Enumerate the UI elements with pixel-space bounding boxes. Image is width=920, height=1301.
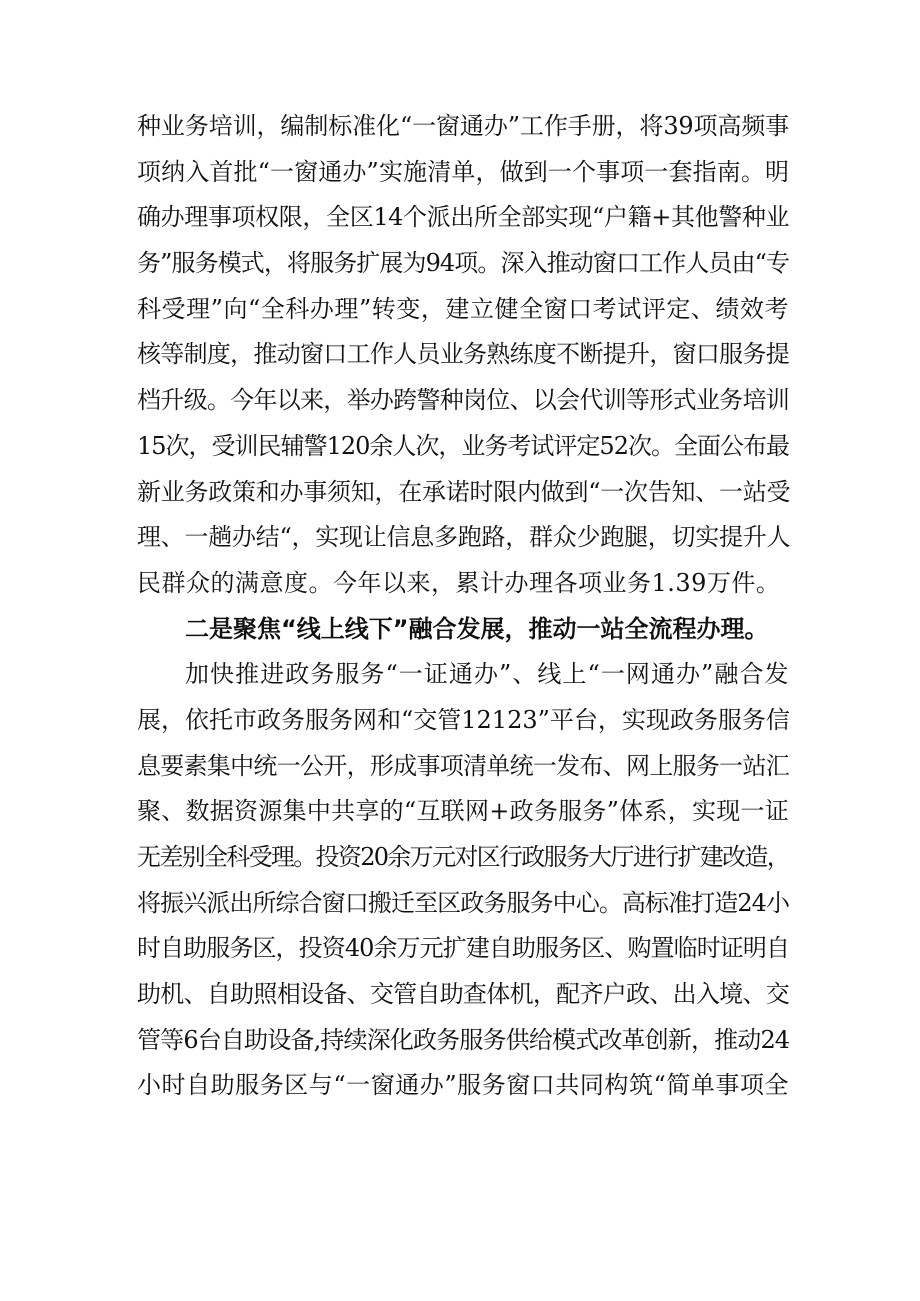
paragraph-1 [137,104,789,607]
paragraph-line: 将振兴派出所综合窗口搬迁至区政务服务中心。高标准打造24小 [137,888,789,917]
paragraph-line: 务”服务模式，将服务扩展为94项。深入推动窗口工作人员由“专 [137,249,789,278]
paragraph-line: 新业务政策和办事须知，在承诺时限内做到“一次告知、一站受 [137,477,791,506]
paragraph-line: 科受理”向“全科办理”转变，建立健全窗口考试评定、绩效考 [137,294,789,323]
paragraph-line: 项纳入首批“一窗通办”实施清单，做到一个事项一套指南。明 [137,157,789,186]
paragraph-2 [137,652,789,1109]
paragraph-line: 管等6台自助设备,持续深化政务服务供给模式改革创新，推动24 [137,1025,789,1054]
paragraph-line: 助机、自助照相设备、交管自助查体机，配齐户政、出入境、交 [137,980,789,1009]
paragraph-line: 时自助服务区，投资40余万元扩建自助服务区、购置临时证明自 [137,934,789,963]
paragraph-line: 加快推进政务服务“一证通办”、线上“一网通办”融合发 [185,660,789,689]
document-body [137,104,789,1109]
paragraph-line: 聚、数据资源集中共享的“互联网+政务服务”体系，实现一证 [137,797,789,826]
paragraph-line: 民群众的满意度。今年以来，累计办理各项业务1.39万件。 [137,568,781,597]
paragraph-line: 息要素集中统一公开，形成事项清单统一发布、网上服务一站汇 [137,751,789,780]
paragraph-line: 核等制度，推动窗口工作人员业务熟练度不断提升，窗口服务提 [137,340,789,369]
paragraph-line: 无差别全科受理。投资20余万元对区行政服务大厅进行扩建改造， [137,843,789,871]
paragraph-line: 种业务培训，编制标准化“一窗通办”工作手册，将39项高频事 [137,112,789,140]
section-heading: 二是聚焦“线上线下”融合发展，推动一站全流程办理。 [185,614,769,643]
paragraph-line: 小时自助服务区与“一窗通办”服务窗口共同构筑“简单事项全 [137,1071,789,1100]
paragraph-line: 确办理事项权限，全区14个派出所全部实现“户籍+其他警种业 [137,203,789,232]
paragraph-line: 展，依托市政务服务网和“交管12123”平台，实现政务服务信 [137,705,790,734]
paragraph-line: 档升级。今年以来，举办跨警种岗位、以会代训等形式业务培训 [137,386,789,415]
paragraph-line: 理、一趟办结“，实现让信息多跑路，群众少跑腿，切实提升人 [137,523,791,552]
paragraph-line: 15次，受训民辅警120余人次，业务考试评定52次。全面公布最 [137,431,789,460]
